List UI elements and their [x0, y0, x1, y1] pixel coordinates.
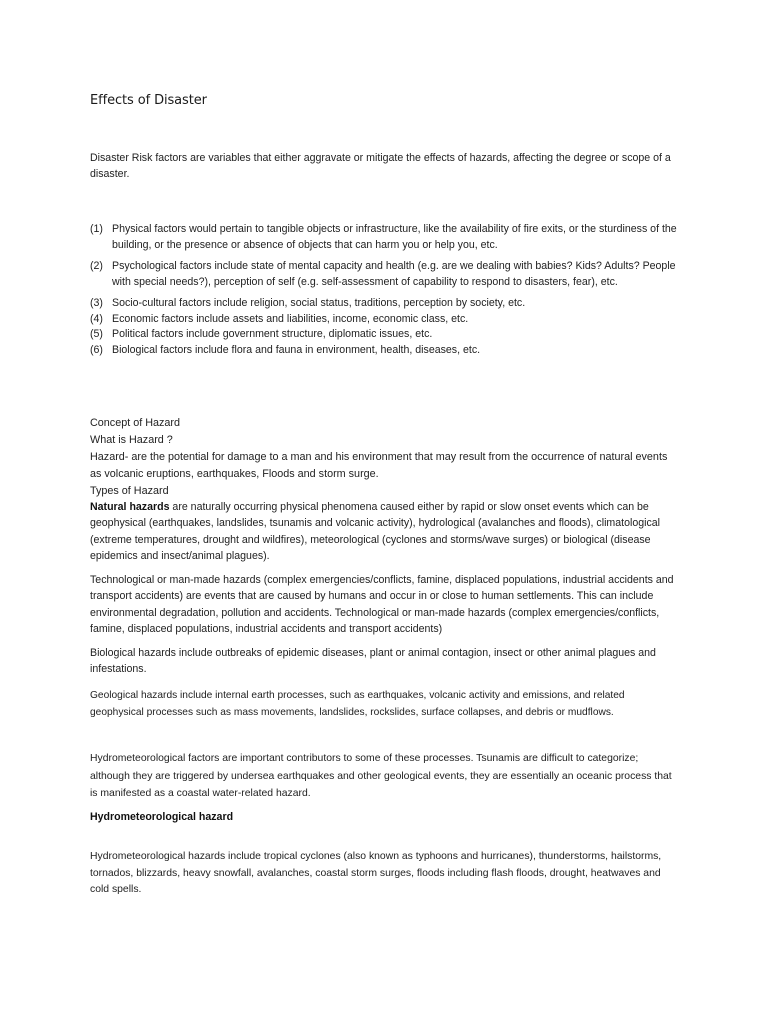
natural-hazards-paragraph	[90, 499, 680, 564]
natural-hazards-text: are naturally occurring physical phenomena caused either by rapid or slow onset events which can be geophysical (earthquakes, landslides, tsunamis and volcanic activity), hydrological (avalanches and floods), climatological (extreme temperatures, drought and wildfires), meteorological (cyclones and storms/wave surges) or biological (disease epidemics and insect/animal plagues).	[90, 501, 661, 562]
hazard-concept-section	[90, 415, 680, 500]
geological-hazards-paragraph: Geological hazards include internal earth processes, such as earthquakes, volcanic activity and emissions, and related geophysical processes such as mass movements, landslides, rockslides, surface collapses, and debris or mudflows.	[90, 690, 625, 718]
risk-factor-list	[90, 222, 690, 358]
intro-paragraph: Disaster Risk factors are variables that either aggravate or mitigate the effects of hazards, affecting the degree or scope of a disaster.	[90, 152, 671, 180]
document-title: Effects of Disaster	[90, 93, 207, 108]
list-item-text: Political factors include government structure, diplomatic issues, etc.	[112, 328, 433, 340]
hazard-question: What is Hazard ?	[90, 434, 173, 446]
list-item	[90, 222, 690, 253]
list-item-number: (2)	[90, 260, 103, 272]
list-item-number: (6)	[90, 343, 103, 356]
list-item-text: Biological factors include flora and fauna in environment, health, diseases, etc.	[112, 343, 481, 356]
list-item-number: (3)	[90, 297, 103, 309]
hazard-definition: Hazard- are the potential for damage to a man and his environment that may result from the occurrence of natural events as volcanic eruptions, earthquakes, Floods and storm surge.	[90, 451, 668, 480]
list-item	[90, 259, 690, 290]
technological-hazards-paragraph: Technological or man-made hazards (complex emergencies/conflicts, famine, displaced populations, industrial accidents and transport accidents) are events that are caused by humans and occur in or close to human settlements. This can include environmental degradation, pollution and accidents. Technological or man-made hazards (complex emergencies/conflicts, famine, displaced populations, industrial accidents and transport accidents)	[90, 574, 674, 635]
list-item-text: Physical factors would pertain to tangible objects or infrastructure, like the availability of fire exits, or the sturdiness of the building, or the presence or absence of objects that can harm you or help you, etc.	[112, 223, 677, 251]
hydrometeorological-hazards-paragraph: Hydrometeorological hazards include tropical cyclones (also known as typhoons and hurricanes), thunderstorms, hailstorms, tornados, blizzards, heavy snowfall, avalanches, coastal storm surges, floods including flash floods, drought, heatwaves and cold spells.	[90, 851, 662, 895]
concept-heading: Concept of Hazard	[90, 417, 181, 429]
list-item	[90, 296, 690, 312]
natural-hazards-label: Natural hazards	[90, 501, 170, 513]
list-item-number: (1)	[90, 223, 103, 235]
hydrometeorological-factors-paragraph: Hydrometeorological factors are important contributors to some of these processes. Tsunamis are difficult to categorize; although they are triggered by undersea earthquakes and other geological events, they are essentially an oceanic process that is manifested as a coastal water-related hazard.	[90, 753, 672, 799]
list-item	[90, 327, 690, 343]
hydrometeorological-heading: Hydrometeorological hazard	[90, 811, 234, 823]
list-item-number: (5)	[90, 328, 103, 340]
list-item	[90, 312, 690, 328]
list-item-text: Economic factors include assets and liabilities, income, economic class, etc.	[112, 312, 469, 325]
types-heading: Types of Hazard	[90, 485, 169, 497]
list-item	[90, 343, 690, 359]
biological-hazards-paragraph: Biological hazards include outbreaks of epidemic diseases, plant or animal contagion, insect or other animal plagues and infestations.	[90, 647, 656, 676]
list-item-number: (4)	[90, 312, 103, 325]
list-item-text: Psychological factors include state of mental capacity and health (e.g. are we dealing with babies? Kids? Adults? People with special needs?), perception of self (e.g. self-assessment of capability to respond to disasters, fear), etc.	[112, 260, 676, 288]
list-item-text: Socio-cultural factors include religion, social status, traditions, perception by society, etc.	[112, 297, 526, 309]
